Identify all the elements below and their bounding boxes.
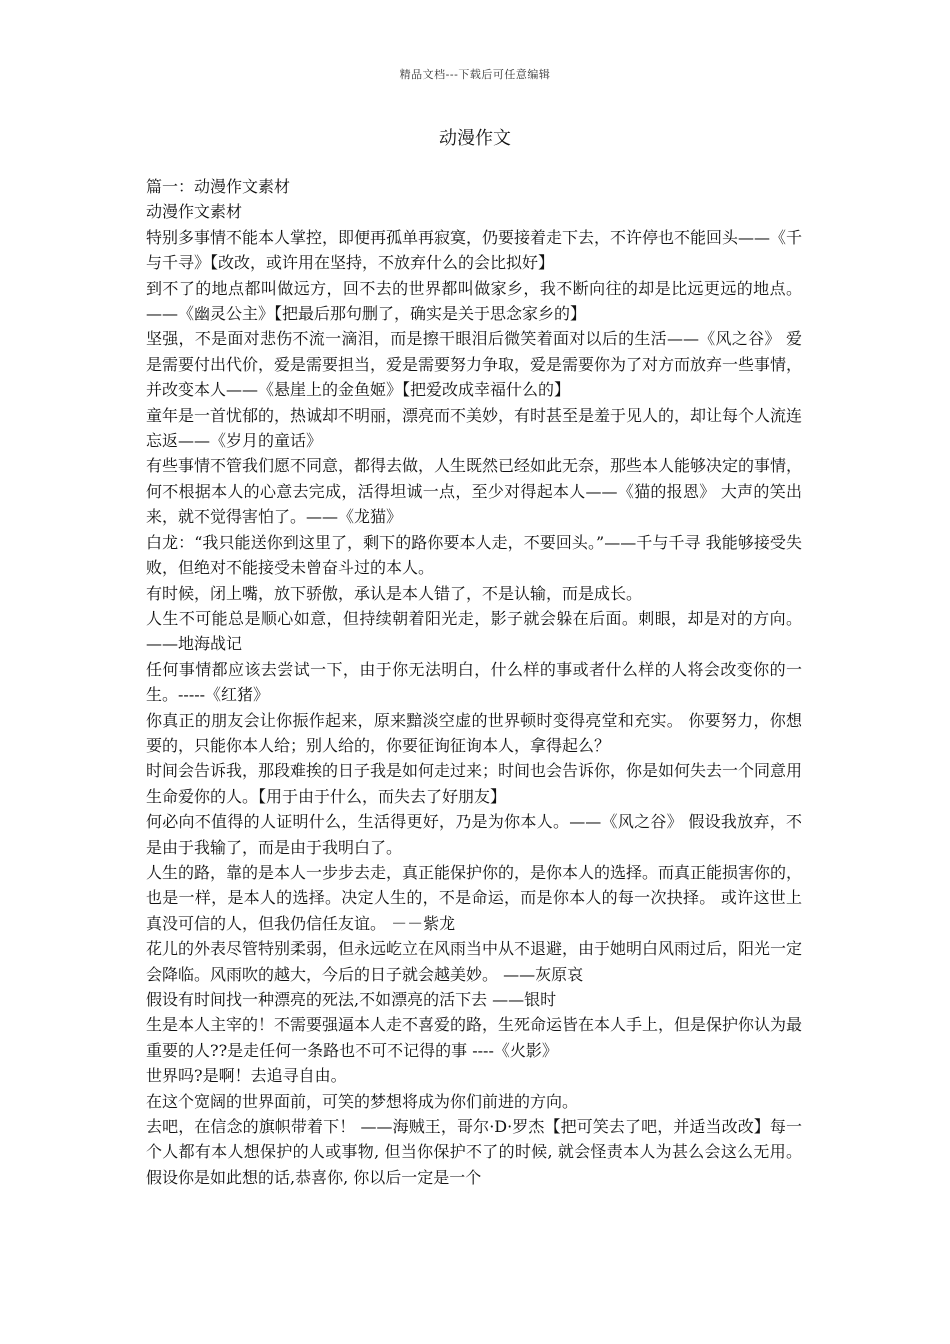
paragraph: 花儿的外表尽管特别柔弱，但永远屹立在风雨当中从不退避，由于她明白风雨过后，阳光一定会降临。风雨吹的越大，今后的日子就会越美妙。 ——灰原哀 (146, 939, 803, 984)
paragraph: 你真正的朋友会让你振作起来，原来黯淡空虚的世界顿时变得亮堂和充实。 你要努力，你想要的，只能你本人给；别人给的，你要征询征询本人，拿得起么？ (146, 710, 802, 755)
paragraph: 童年是一首忧郁的，热诚却不明丽，漂亮而不美妙，有时甚至是羞于见人的，却让每个人流连忘返——《岁月的童话》 (146, 405, 803, 451)
paragraph: 坚强，不是面对悲伤不流一滴泪，而是擦干眼泪后微笑着面对以后的生活——《风之谷》 爱是需要付出代价，爱是需要担当，爱是需要努力争取，爱是需要你为了对方而放弃一些事情，并改变本人——《悬崖上的金鱼姬》【把爱改成幸福什么的】 (146, 329, 803, 400)
paragraph: 人生的路，靠的是本人一步步去走，真正能保护你的，是你本人的选择。而真正能损害你的，也是一样，是本人的选择。决定人生的，不是命运，而是你本人的每一次抉择。 或许这世上真没可信的人，但我仍信任友谊。 －－紫龙 (146, 862, 803, 933)
paragraph: 在这个宽阔的世界面前，可笑的梦想将成为你们前进的方向。 (146, 1091, 579, 1111)
paragraph: 动漫作文素材 (146, 202, 243, 222)
paragraph: 有些事情不管我们愿不同意，都得去做，人生既然已经如此无奈，那些本人能够决定的事情， 何不根据本人的心意去完成，活得坦诚一点，至少对得起本人——《猫的报恩》 大声的笑出来，就不觉得害怕了。——《龙猫》 (146, 456, 803, 527)
paragraph: 任何事情都应该去尝试一下，由于你无法明白，什么样的事或者什么样的人将会改变你的一生。-----《红猪》 (146, 659, 802, 705)
paragraph: 世界吗?是啊！去追寻自由。 (146, 1066, 347, 1086)
paragraph: 去吧，在信念的旗帜带着下！ ——海贼王，哥尔·D·罗杰【把可笑去了吧，并适当改改】每一个人都有本人想保护的人或事物, 但当你保护不了的时候, 就会怪责本人为甚么会这么无用。假设你是如此想的话,恭喜你, 你以后一定是一个 (146, 1117, 802, 1187)
paragraph: 何必向不值得的人证明什么，生活得更好，乃是为你本人。——《风之谷》 假设我放弃，不是由于我输了，而是由于我明白了。 (146, 812, 802, 857)
document-body (146, 174, 802, 1190)
document-title: 动漫作文 (439, 128, 511, 149)
paragraph: 到不了的地点都叫做远方，回不去的世界都叫做家乡，我不断向往的却是比远更远的地点。——《幽灵公主》【把最后那句删了，确实是关于思念家乡的】 (146, 278, 802, 324)
paragraph: 篇一：动漫作文素材 (146, 177, 291, 196)
paragraph: 有时候，闭上嘴，放下骄傲，承认是本人错了，不是认输，而是成长。 (146, 583, 643, 603)
paragraph: 假设有时间找一种漂亮的死法,不如漂亮的活下去 ——银时 (146, 990, 557, 1009)
paragraph: 白龙：“我只能送你到这里了，剩下的路你要本人走，不要回头。”——千与千寻 我能够接受失败，但绝对不能接受未曾奋斗过的本人。 (146, 532, 802, 578)
paragraph: 人生不可能总是顺心如意，但持续朝着阳光走，影子就会躲在后面。刺眼，却是对的方向。——地海战记 (146, 608, 802, 654)
paragraph: 时间会告诉我，那段难挨的日子我是如何走过来；时间也会告诉你，你是如何失去一个同意用生命爱你的人。【用于由于什么，而失去了好朋友】 (146, 761, 803, 806)
paragraph: 特别多事情不能本人掌控，即便再孤单再寂寞，仍要接着走下去，不许停也不能回头——《千与千寻》【改改，或许用在坚持，不放弃什么的会比拟好】 (146, 227, 803, 273)
header-note: 精品文档---下载后可任意编辑 (399, 68, 551, 81)
paragraph: 生是本人主宰的！不需要强逼本人走不喜爱的路，生死命运皆在本人手上，但是保护你认为最重要的人??是走任何一条路也不可不记得的事 ----《火影》 (146, 1015, 803, 1060)
